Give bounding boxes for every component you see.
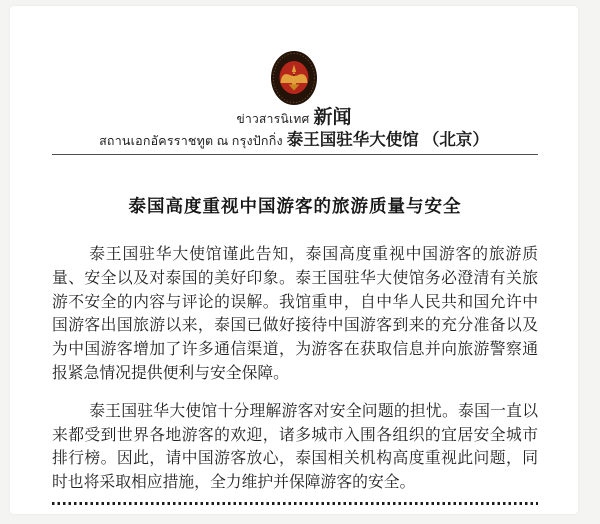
paragraph-1: 泰王国驻华大使馆谨此告知，泰国高度重视中国游客的旅游质量、安全以及对泰国的美好印象。泰王国驻华大使馆务必澄清有关旅游不安全的内容与评论的误解。我馆重申，自中华人民共和国允许中国游客出国旅游以来，泰国已做好接待中国游客到来的充分准备以及为中国游客增加了许多通信渠道，为游客在获取信息并向旅游警察通报紧急情况提供便利与安全保障。 xyxy=(52,246,538,382)
header-line-embassy xyxy=(10,130,578,151)
document-title: 泰国高度重视中国游客的旅游质量与安全 xyxy=(128,196,462,216)
document-body xyxy=(52,243,538,495)
header-thai-news-label: ข่าวสารนิเทศ xyxy=(236,112,310,126)
header-thai-embassy-label: สถานเอกอัครราชทูต ณ กรุงปักกิ่ง xyxy=(99,134,283,148)
header-chinese-embassy-label: 泰王国驻华大使馆 （北京） xyxy=(286,130,489,149)
dotted-separator xyxy=(52,502,538,505)
header-chinese-news-label: 新闻 xyxy=(313,107,352,128)
paragraph-2: 泰王国驻华大使馆十分理解游客对安全问题的担忧。泰国一直以来都受到世界各地游客的欢迎，诸多城市入围各组织的宜居安全城市排行榜。因此，请中国游客放心，泰国相关机构高度重视此问题，同时也将采取相应措施，全力维护并保障游客的安全。 xyxy=(52,402,538,492)
header-line-news xyxy=(10,107,578,130)
press-release-document xyxy=(10,6,578,514)
garuda-emblem-icon xyxy=(270,50,318,106)
header-divider-line xyxy=(52,154,538,155)
